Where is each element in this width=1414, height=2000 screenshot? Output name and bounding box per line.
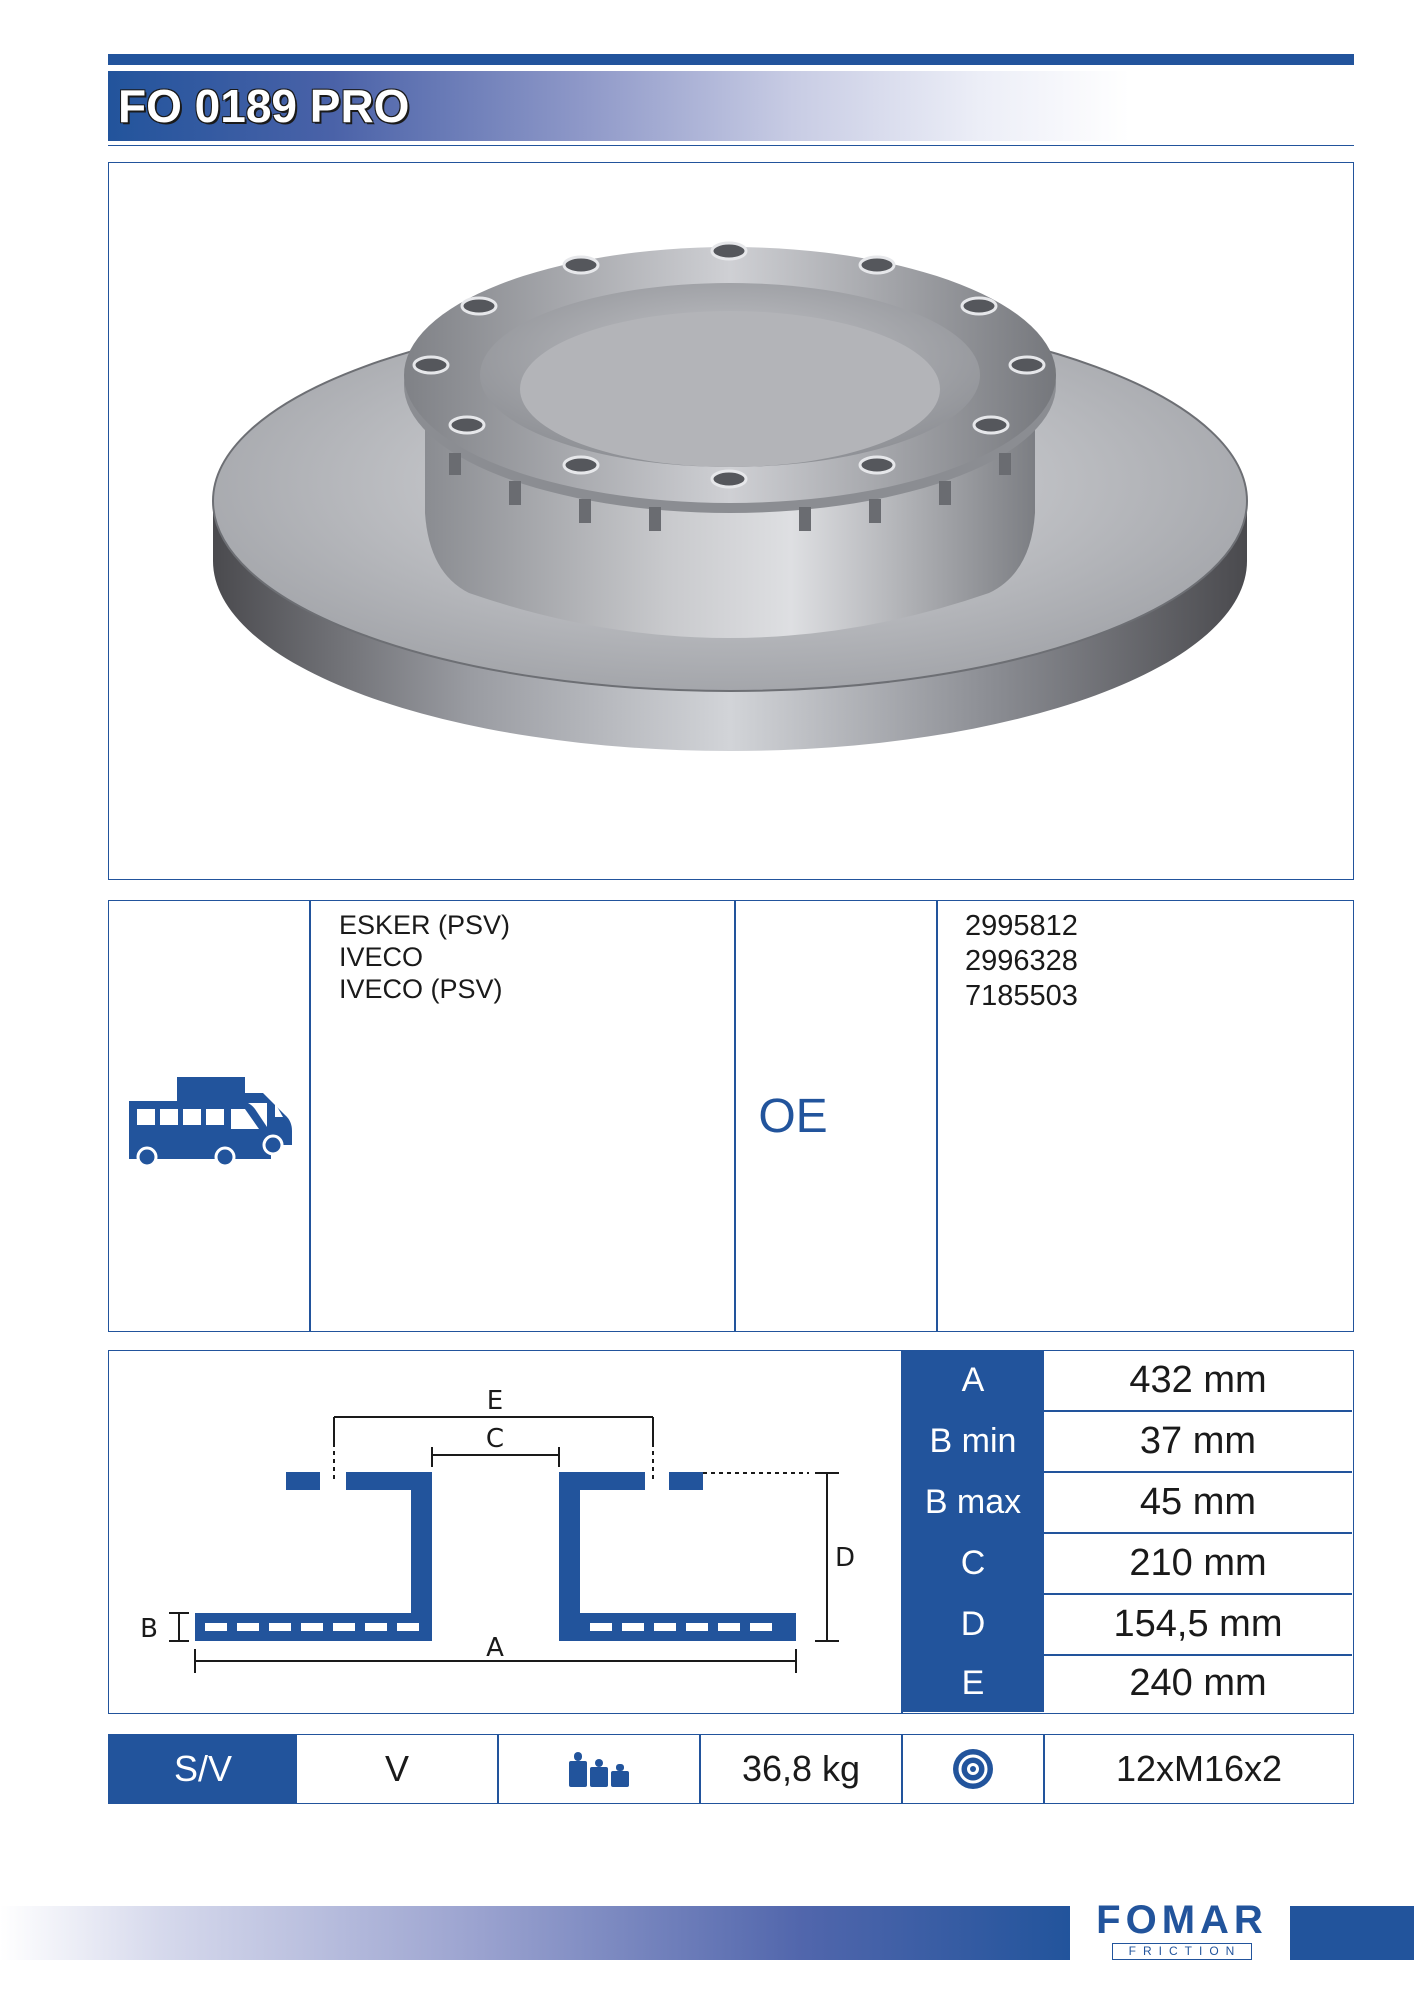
header-underline bbox=[108, 145, 1354, 146]
table-row bbox=[902, 1533, 1352, 1593]
list-item: ESKER (PSV) bbox=[339, 910, 511, 940]
divider bbox=[309, 901, 311, 1331]
table-row bbox=[902, 1411, 1352, 1471]
table-row bbox=[902, 1594, 1352, 1654]
weight-value: 36,8 kg bbox=[741, 1748, 861, 1789]
dim-value: 45 mm bbox=[1139, 1480, 1257, 1523]
label-c: C bbox=[485, 1424, 505, 1454]
list-item: IVECO (PSV) bbox=[339, 974, 503, 1004]
dim-key: C bbox=[902, 1533, 1044, 1593]
dim-value: 210 mm bbox=[1129, 1541, 1267, 1584]
type-label: S/V bbox=[109, 1735, 297, 1803]
bus-truck-icon bbox=[127, 1073, 295, 1167]
table-row bbox=[902, 1655, 1352, 1712]
oe-label: OE bbox=[758, 1090, 828, 1143]
dim-key: E bbox=[902, 1655, 1044, 1712]
weight-icon-cell bbox=[499, 1735, 699, 1803]
product-title: FO 0189 PRO bbox=[118, 80, 410, 132]
dimensions-table bbox=[108, 1350, 1354, 1714]
label-d: D bbox=[834, 1543, 856, 1573]
label-a: A bbox=[486, 1633, 504, 1663]
weights-icon bbox=[567, 1749, 631, 1789]
dim-key: B max bbox=[902, 1472, 1044, 1532]
type-value: V bbox=[384, 1748, 409, 1789]
footer-accent bbox=[1290, 1906, 1414, 1960]
vehicle-makes-list bbox=[339, 909, 510, 1005]
info-row bbox=[108, 1734, 1354, 1804]
brand-name: FOMAR bbox=[1096, 1898, 1268, 1942]
list-item: 2995812 bbox=[965, 910, 1078, 942]
label-b: B bbox=[140, 1614, 158, 1644]
brake-disc-image bbox=[109, 163, 1352, 878]
brand-tagline: FRICTION bbox=[1112, 1943, 1252, 1960]
header-band bbox=[108, 71, 1354, 141]
label-e: E bbox=[486, 1386, 504, 1416]
list-item: 7185503 bbox=[965, 980, 1078, 1012]
dim-value: 240 mm bbox=[1129, 1662, 1267, 1704]
footer-band bbox=[0, 1906, 1070, 1960]
divider bbox=[936, 901, 938, 1331]
list-item: IVECO bbox=[339, 942, 424, 972]
bolt-icon-cell bbox=[903, 1735, 1043, 1803]
dim-key: B min bbox=[902, 1411, 1044, 1471]
table-row bbox=[902, 1472, 1352, 1532]
dim-key: A bbox=[902, 1350, 1044, 1410]
dim-value: 154,5 mm bbox=[1113, 1602, 1283, 1645]
dim-value: 432 mm bbox=[1129, 1358, 1267, 1401]
oe-numbers-list bbox=[965, 909, 1078, 1014]
brand-logo bbox=[1082, 1898, 1282, 1960]
header-top-rule bbox=[108, 54, 1354, 65]
dim-value: 37 mm bbox=[1139, 1419, 1257, 1462]
list-item: 2996328 bbox=[965, 945, 1078, 977]
dim-key: D bbox=[902, 1594, 1044, 1654]
bolt-value: 12xM16x2 bbox=[1115, 1748, 1283, 1789]
divider bbox=[734, 901, 736, 1331]
bolt-pattern-icon bbox=[951, 1747, 995, 1791]
table-row bbox=[902, 1350, 1352, 1410]
product-image-frame bbox=[108, 162, 1354, 880]
application-panel bbox=[108, 900, 1354, 1332]
